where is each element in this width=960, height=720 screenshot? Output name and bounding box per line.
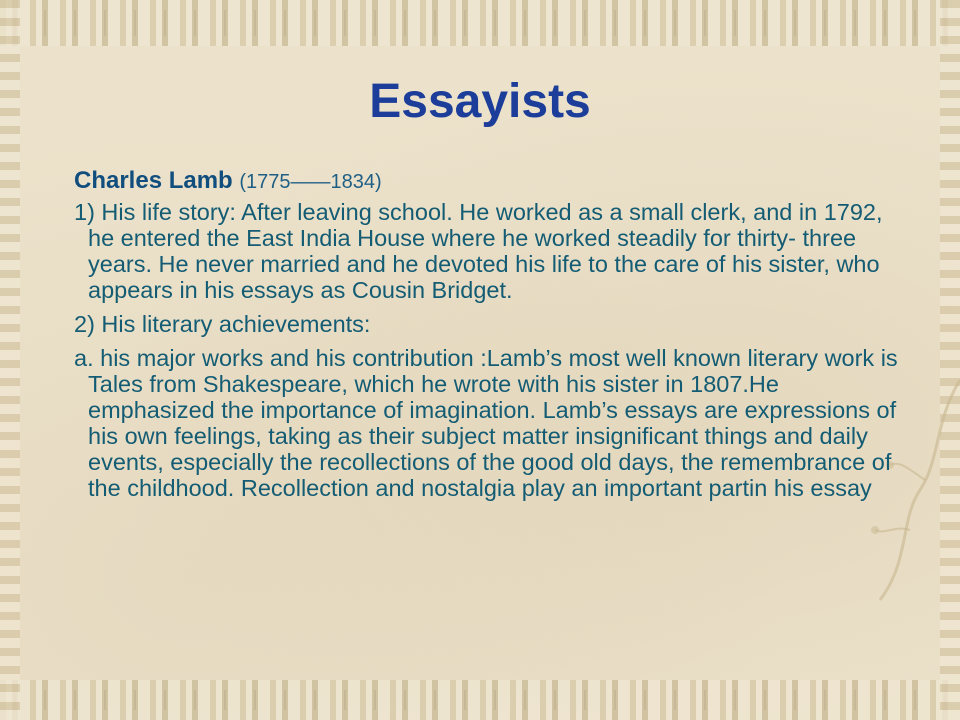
achievements-heading: 2) His literary achievements: <box>74 311 371 337</box>
decorative-border-top <box>0 0 960 46</box>
life-story-paragraph: 1) His life story: After leaving school. He worked as a small clerk, and in 1792, he entered the East India House where he worked steadily for thirty- three years. He never married and he devoted his life to the care of his sister, who appears in his essays as Cousin Bridget. <box>74 199 883 303</box>
slide-title: Essayists <box>369 75 591 128</box>
author-name: Charles Lamb <box>74 167 233 194</box>
slide-content <box>60 168 910 509</box>
works-paragraph: a. his major works and his contribution :Lamb’s most well known literary work is Tales from Shakespeare, which he wrote with his sister in 1807.He emphasized the importance of imagination. Lamb’s essays are expressions of his own feelings, taking as their subject matter insignificant things and daily events, especially the recollections of the good old days, the remembrance of the childhood. Recollection and nostalgia play an important partin his essay <box>74 345 898 501</box>
decorative-border-bottom <box>0 680 960 720</box>
subtitle <box>74 168 910 195</box>
author-dates: (1775——1834) <box>239 171 382 193</box>
